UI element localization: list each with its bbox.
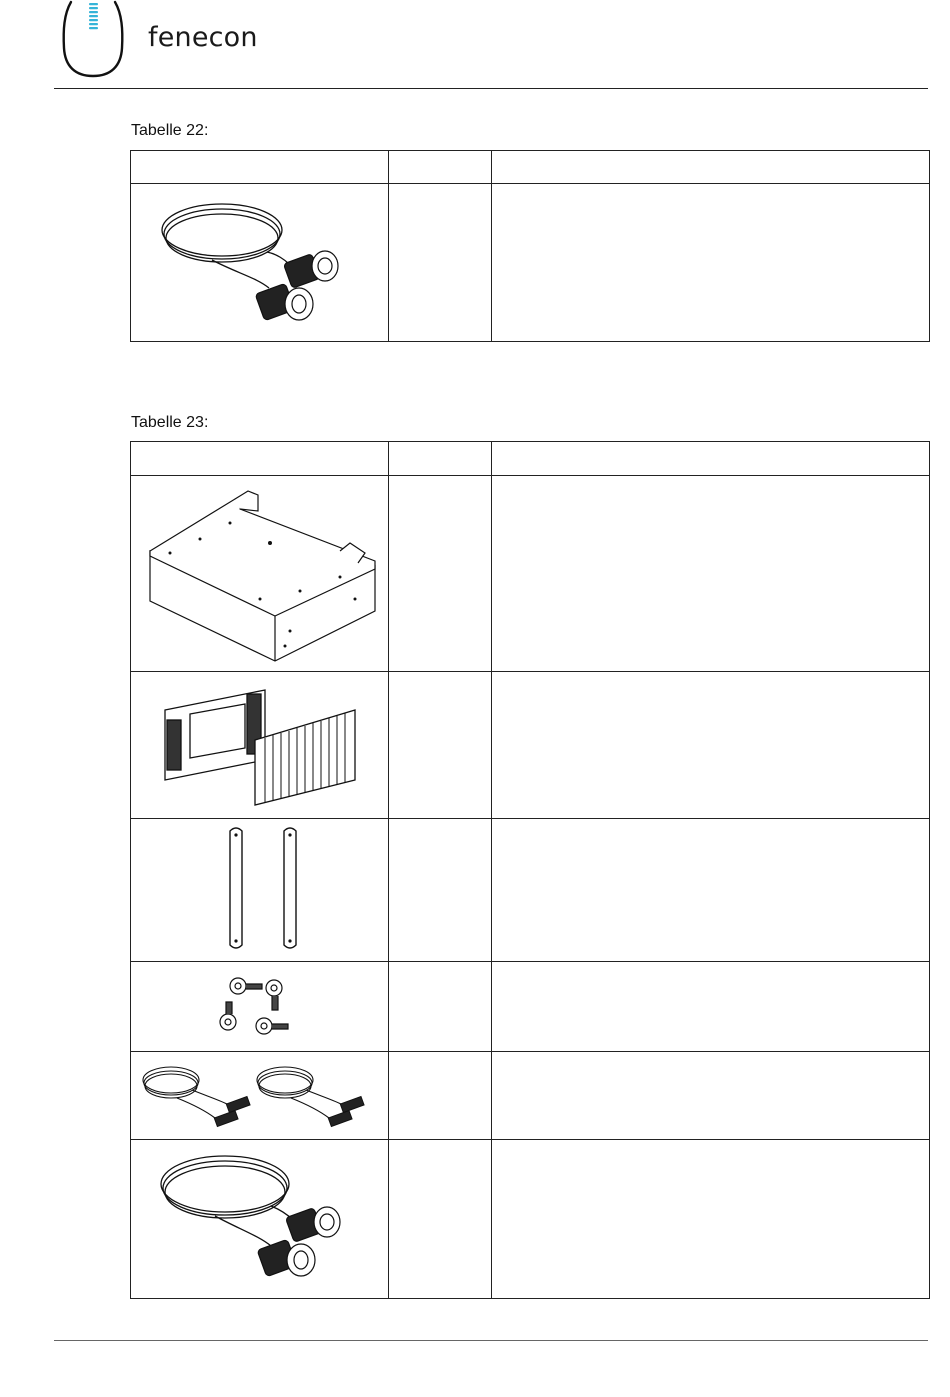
table-cell [389,962,492,1052]
wall-bracket-and-cover-icon [155,680,365,810]
image-cell [131,1140,389,1299]
table-cell [492,1140,930,1299]
table-cell [389,1052,492,1140]
table-row [131,184,930,342]
base-plate-icon [140,481,380,666]
header-cell [131,442,389,476]
parts-table-22 [130,150,930,342]
table-cell [492,962,930,1052]
header-cell [131,151,389,184]
table-cell [389,672,492,819]
table-cell [492,672,930,819]
cable-with-round-connectors-icon [147,188,372,338]
table-row [131,672,930,819]
table-caption: Tabelle 23: [131,414,209,431]
table-row [131,476,930,672]
brand-name: fenecon [148,22,258,53]
header-cell [389,442,492,476]
table-cell [389,819,492,962]
image-cell [131,962,389,1052]
header-cell [492,442,930,476]
cable-with-round-connectors-icon [147,1144,372,1294]
image-cell [131,184,389,342]
table-row [131,1052,930,1140]
image-cell [131,476,389,672]
image-cell [131,1052,389,1140]
header-cell [492,151,930,184]
table-cell [389,476,492,672]
table-cell [492,476,930,672]
header-divider [54,88,928,89]
header-cell [389,151,492,184]
table-cell [389,1140,492,1299]
table-cell [492,1052,930,1140]
pv-cables-icon [137,1056,382,1136]
table-header-row [131,151,930,184]
table-cell [492,184,930,342]
image-cell [131,672,389,819]
table-row [131,819,930,962]
table-row [131,1140,930,1299]
screws-icon [210,972,310,1042]
footer-divider [54,1340,928,1341]
table-caption: Tabelle 22: [131,122,209,139]
table-row [131,962,930,1052]
table-header-row [131,442,930,476]
metal-strips-icon [200,825,320,955]
table-cell [389,184,492,342]
fenecon-logo-icon [61,0,125,78]
parts-table-23 [130,441,930,1299]
image-cell [131,819,389,962]
table-cell [492,819,930,962]
